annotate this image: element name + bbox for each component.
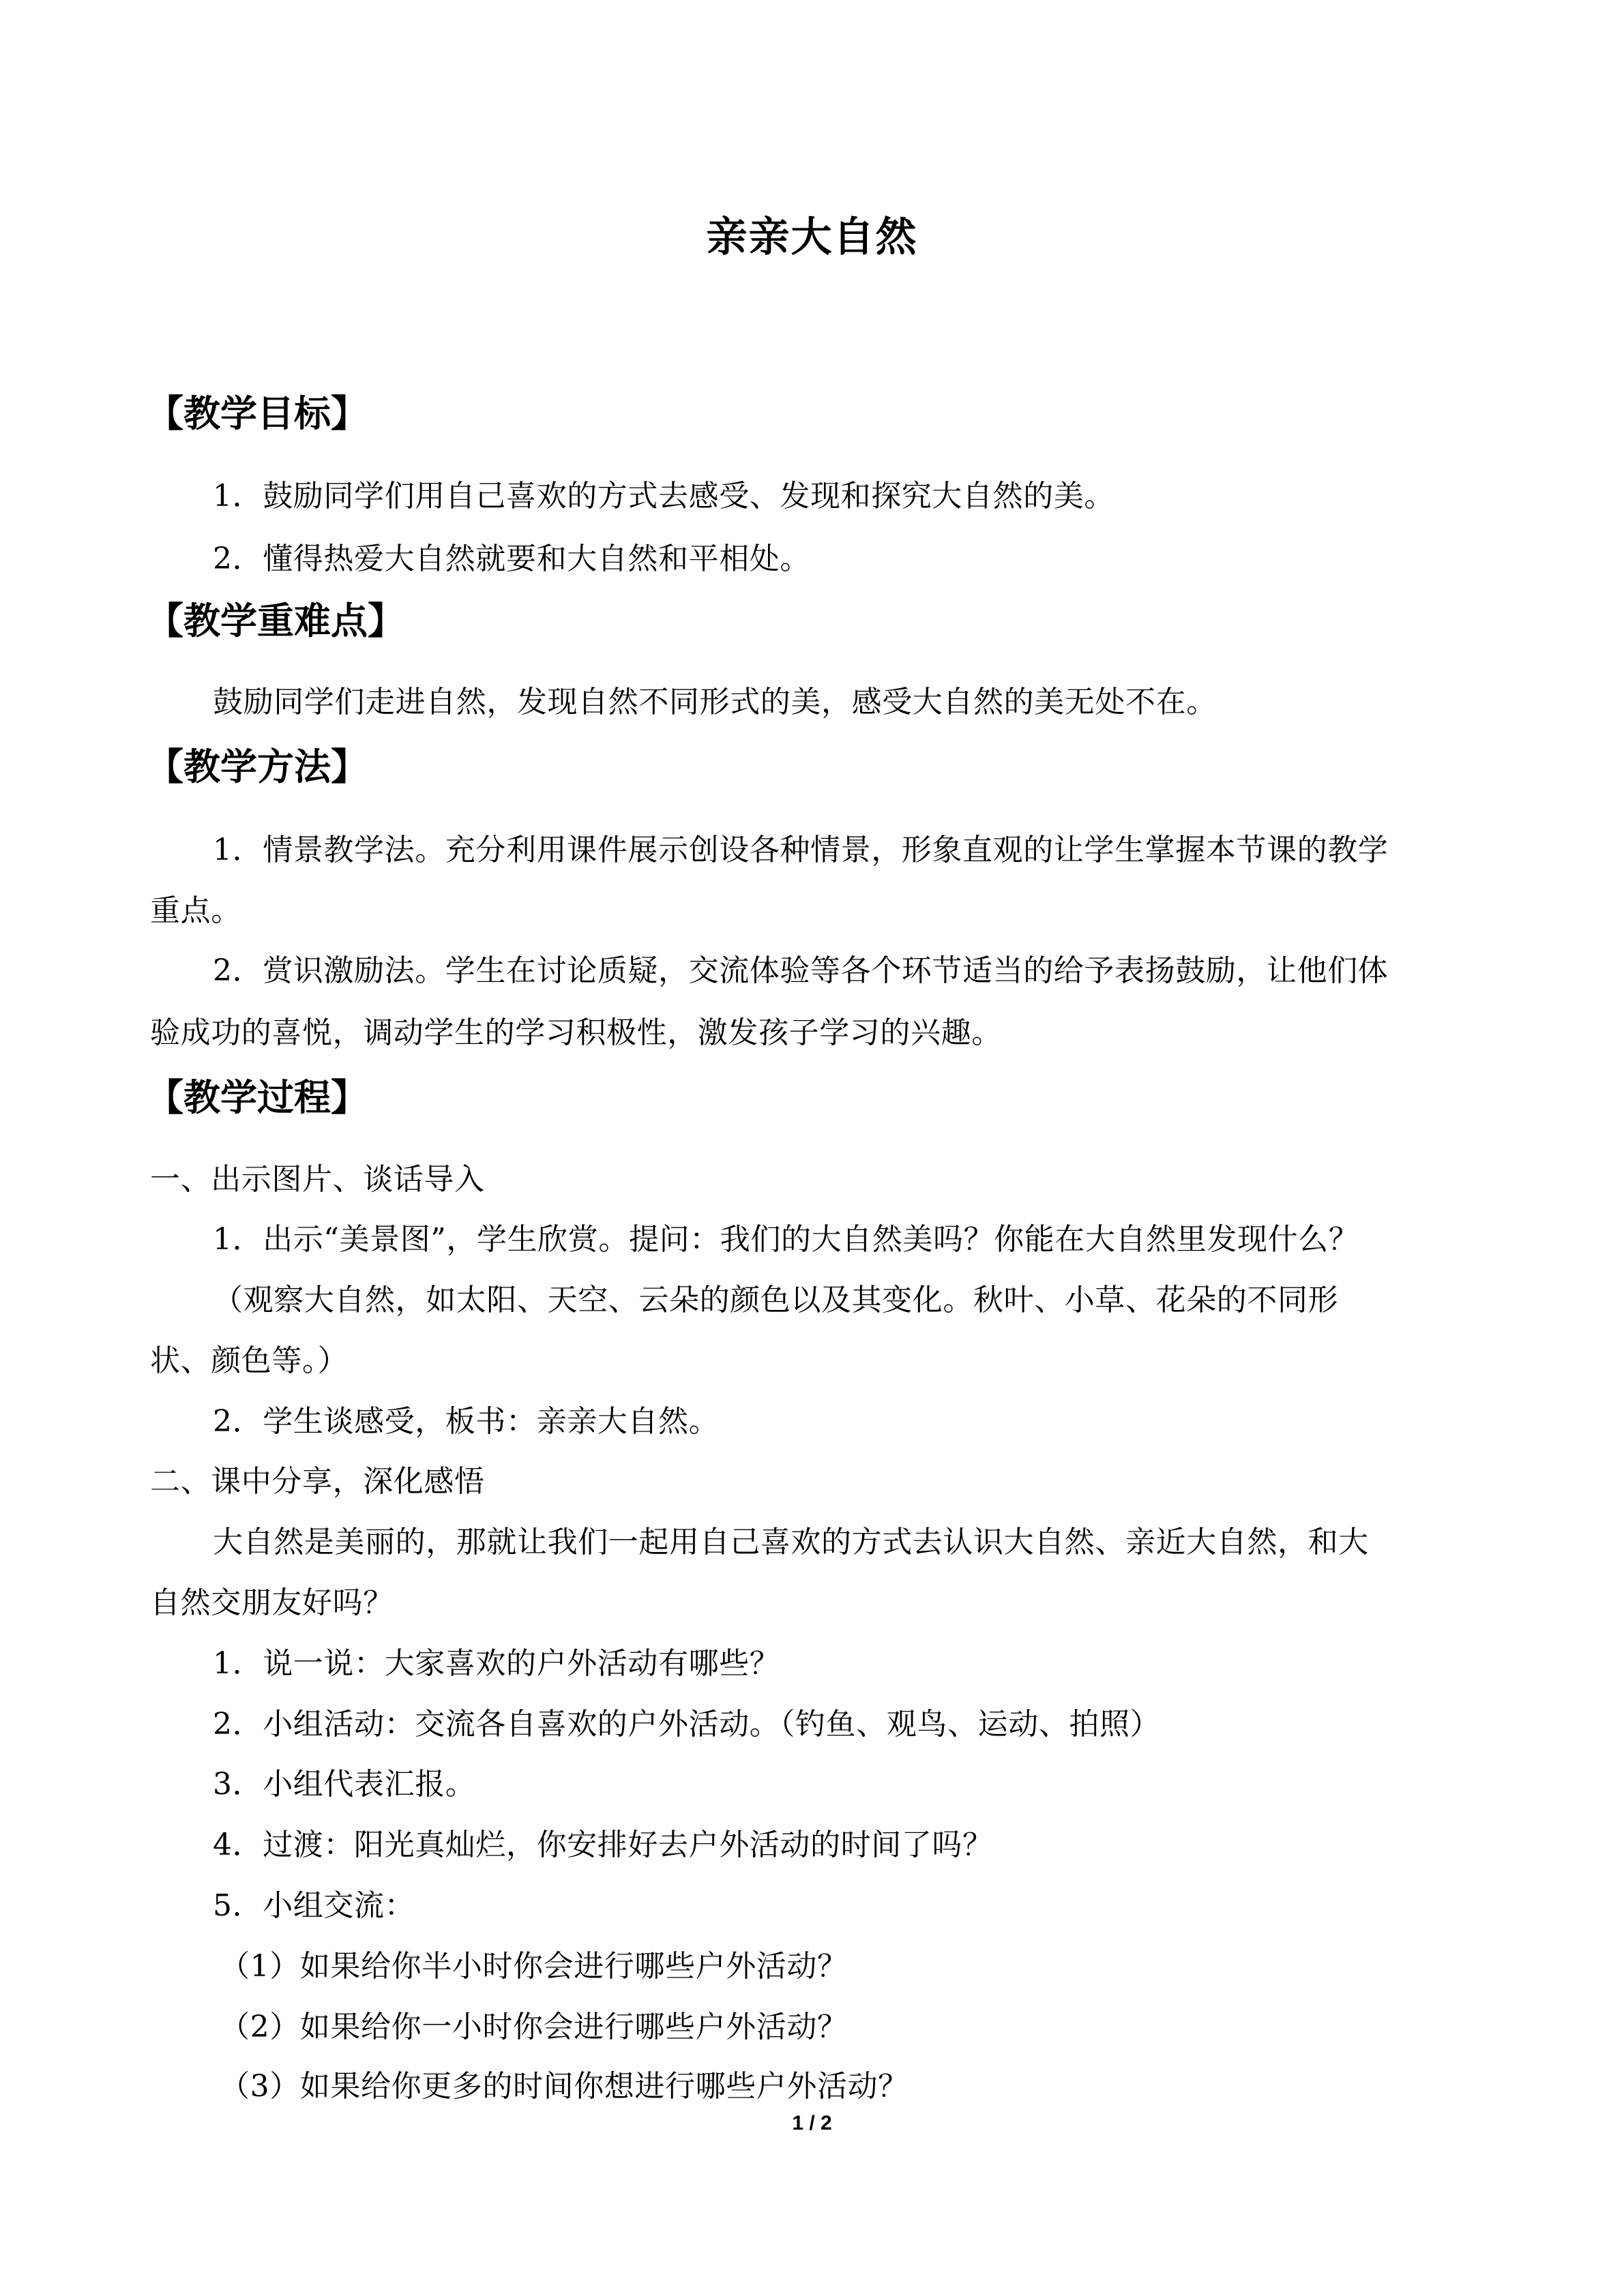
process-line: 一、出示图片、谈话导入	[150, 1162, 485, 1197]
methods-line: 2．赏识激励法。学生在讨论质疑，交流体验等各个环节适当的给予表扬鼓励，让他们体	[213, 953, 1389, 988]
process-line: 2．小组活动：交流各自喜欢的户外活动。（钓鱼、观鸟、运动、拍照）	[213, 1707, 1161, 1742]
process-line: （观察大自然，如太阳、天空、云朵的颜色以及其变化。秋叶、小草、花朵的不同形	[213, 1283, 1339, 1317]
goal-item: 1．鼓励同学们用自己喜欢的方式去感受、发现和探究大自然的美。	[213, 479, 1114, 513]
methods-line: 1．情景教学法。充分利用课件展示创设各种情景，形象直观的让学生掌握本节课的教学	[213, 833, 1389, 867]
goal-item: 2．懂得热爱大自然就要和大自然和平相处。	[213, 541, 810, 576]
process-line: 二、课中分享，深化感悟	[150, 1464, 485, 1499]
page-number: 1 / 2	[792, 2112, 832, 2134]
process-line: 5．小组交流：	[213, 1888, 415, 1923]
section-heading-process: 【教学过程】	[147, 1076, 368, 1119]
process-line: 4．过渡：阳光真灿烂，你安排好去户外活动的时间了吗？	[213, 1828, 993, 1862]
process-line: 3．小组代表汇报。	[213, 1767, 476, 1802]
process-line: （2）如果给你一小时你会进行哪些户外活动？	[220, 2010, 848, 2044]
process-line: 自然交朋友好吗？	[150, 1585, 394, 1620]
process-line: （1）如果给你半小时你会进行哪些户外活动？	[220, 1949, 848, 1984]
process-line: 1．说一说：大家喜欢的户外活动有哪些？	[213, 1646, 780, 1681]
methods-line: 重点。	[150, 893, 241, 928]
process-line: （3）如果给你更多的时间你想进行哪些户外活动？	[220, 2069, 909, 2104]
document-title: 亲亲大自然	[706, 213, 918, 261]
methods-line: 验成功的喜悦，调动学生的学习积极性，激发孩子学习的兴趣。	[150, 1015, 1002, 1050]
section-heading-goals: 【教学目标】	[147, 392, 368, 435]
section-heading-key-points: 【教学重难点】	[147, 599, 404, 642]
process-line: 2．学生谈感受，板书：亲亲大自然。	[213, 1404, 720, 1439]
process-line: 1．出示“美景图”，学生欣赏。提问：我们的大自然美吗？你能在大自然里发现什么？	[213, 1222, 1359, 1257]
process-line: 大自然是美丽的，那就让我们一起用自己喜欢的方式去认识大自然、亲近大自然，和大	[213, 1525, 1369, 1560]
section-heading-methods: 【教学方法】	[147, 745, 368, 788]
key-points-text: 鼓励同学们走进自然，发现自然不同形式的美，感受大自然的美无处不在。	[213, 685, 1217, 719]
process-line: 状、颜色等。）	[150, 1343, 349, 1378]
